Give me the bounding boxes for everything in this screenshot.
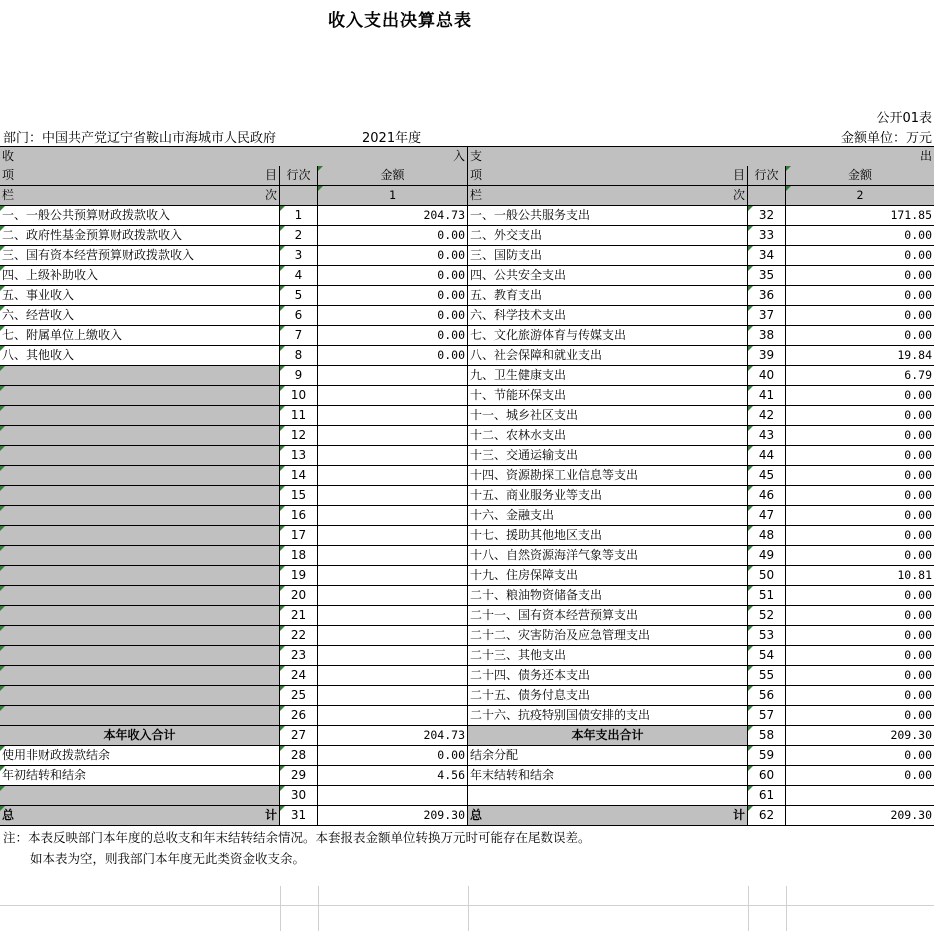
expense-item-name: 七、文化旅游体育与传媒支出 [468, 326, 748, 346]
income-amount [318, 786, 468, 806]
table-row [0, 626, 934, 646]
income-item-name: 六、经营收入 [0, 306, 280, 326]
table-row [0, 786, 934, 806]
expense-item-name: 八、社会保障和就业支出 [468, 346, 748, 366]
row-number: 7 [280, 326, 318, 346]
row-number: 45 [748, 466, 786, 486]
expense-item-name: 二十六、抗疫特别国债安排的支出 [468, 706, 748, 726]
row-number: 43 [748, 426, 786, 446]
income-item-name: 一、一般公共预算财政拨款收入 [0, 206, 280, 226]
expense-amount: 0.00 [786, 506, 934, 526]
income-header-right: 入 [452, 149, 465, 163]
income-amount: 204.73 [318, 206, 468, 226]
expense-item-name: 十八、自然资源海洋气象等支出 [468, 546, 748, 566]
table-row [0, 206, 934, 226]
row-number: 4 [280, 266, 318, 286]
income-item-name: 七、附属单位上缴收入 [0, 326, 280, 346]
expense-item-name: 五、教育支出 [468, 286, 748, 306]
expense-item-name: 二十一、国有资本经营预算支出 [468, 606, 748, 626]
table-row [0, 686, 934, 706]
grid-line [0, 905, 934, 906]
department-label: 部门：中国共产党辽宁省鞍山市海城市人民政府 [3, 131, 277, 146]
row-number: 17 [280, 526, 318, 546]
table-row [0, 486, 934, 506]
row-number: 57 [748, 706, 786, 726]
table-row [0, 566, 934, 586]
expense-amount: 0.00 [786, 286, 934, 306]
income-amount: 0.00 [318, 326, 468, 346]
expense-amount: 0.00 [786, 326, 934, 346]
income-item-name [0, 406, 280, 426]
expense-grand-amount: 209.30 [786, 806, 934, 826]
row-number: 8 [280, 346, 318, 366]
row-no-header: 行次 [280, 166, 318, 186]
table-row [0, 266, 934, 286]
expense-item-name: 一、一般公共服务支出 [468, 206, 748, 226]
income-amount [318, 506, 468, 526]
income-item-name: 五、事业收入 [0, 286, 280, 306]
income-header [0, 147, 468, 167]
expense-item-name: 二、外交支出 [468, 226, 748, 246]
income-amount [318, 706, 468, 726]
amount-header: 金额 [318, 166, 468, 186]
income-amount: 0.00 [318, 346, 468, 366]
row-number: 18 [280, 546, 318, 566]
table-row [0, 746, 934, 766]
row-number: 31 [280, 806, 318, 826]
table-row [0, 646, 934, 666]
income-amount [318, 406, 468, 426]
column-header-left: 栏 [2, 188, 15, 202]
expense-item-name: 结余分配 [468, 746, 748, 766]
row-number: 15 [280, 486, 318, 506]
income-item-name [0, 526, 280, 546]
column-header [0, 186, 280, 206]
expense-amount: 0.00 [786, 586, 934, 606]
income-total-amount: 204.73 [318, 726, 468, 746]
expense-item-name: 九、卫生健康支出 [468, 366, 748, 386]
item-header-left: 项 [2, 168, 15, 182]
column-header-left: 栏 [470, 188, 483, 202]
row-number: 30 [280, 786, 318, 806]
income-item-name: 四、上级补助收入 [0, 266, 280, 286]
expense-item-name: 十七、援助其他地区支出 [468, 526, 748, 546]
expense-item-name: 十六、金融支出 [468, 506, 748, 526]
table-row [0, 426, 934, 446]
expense-amount: 0.00 [786, 446, 934, 466]
totals-row [0, 726, 934, 746]
income-amount [318, 366, 468, 386]
income-amount [318, 646, 468, 666]
table-row [0, 306, 934, 326]
expense-amount: 0.00 [786, 386, 934, 406]
table-row [0, 546, 934, 566]
row-number: 41 [748, 386, 786, 406]
row-number: 28 [280, 746, 318, 766]
income-item-name [0, 586, 280, 606]
table-row [0, 466, 934, 486]
income-amount: 4.56 [318, 766, 468, 786]
row-number: 34 [748, 246, 786, 266]
expense-amount: 0.00 [786, 246, 934, 266]
income-item-name [0, 566, 280, 586]
income-item-name: 使用非财政拨款结余 [0, 746, 280, 766]
row-number: 42 [748, 406, 786, 426]
expense-amount: 0.00 [786, 626, 934, 646]
table-header-row [0, 186, 934, 206]
row-number: 20 [280, 586, 318, 606]
table-row [0, 706, 934, 726]
income-item-name [0, 386, 280, 406]
grid-line [318, 886, 319, 931]
row-number: 52 [748, 606, 786, 626]
row-number: 53 [748, 626, 786, 646]
income-amount [318, 566, 468, 586]
row-no-header-blank [748, 186, 786, 206]
income-grand-label [0, 806, 280, 826]
expense-amount: 0.00 [786, 746, 934, 766]
amount-header: 金额 [786, 166, 934, 186]
table-header-row [0, 146, 934, 167]
row-number: 46 [748, 486, 786, 506]
expense-amount: 0.00 [786, 306, 934, 326]
expense-item-name: 二十二、灾害防治及应急管理支出 [468, 626, 748, 646]
expense-amount: 10.81 [786, 566, 934, 586]
row-number: 35 [748, 266, 786, 286]
income-amount [318, 666, 468, 686]
grid-line [786, 886, 787, 931]
row-number: 48 [748, 526, 786, 546]
expense-total-label: 本年支出合计 [468, 726, 748, 746]
expense-item-name: 二十三、其他支出 [468, 646, 748, 666]
item-header-right: 目 [732, 168, 745, 182]
income-item-name [0, 426, 280, 446]
row-number: 29 [280, 766, 318, 786]
row-number: 49 [748, 546, 786, 566]
expense-item-name: 十五、商业服务业等支出 [468, 486, 748, 506]
income-header-left: 收 [2, 149, 15, 163]
income-amount: 0.00 [318, 246, 468, 266]
row-number: 61 [748, 786, 786, 806]
expense-header-left: 支 [470, 149, 483, 163]
income-amount [318, 626, 468, 646]
expense-amount: 0.00 [786, 526, 934, 546]
form-number: 公开01表 [876, 111, 932, 126]
grid-line [468, 886, 469, 931]
table-row [0, 286, 934, 306]
income-amount [318, 486, 468, 506]
table-row [0, 406, 934, 426]
grid-line [280, 886, 281, 931]
item-header-right: 目 [264, 168, 277, 182]
expense-item-name: 四、公共安全支出 [468, 266, 748, 286]
income-amount [318, 686, 468, 706]
row-number: 58 [748, 726, 786, 746]
row-number: 56 [748, 686, 786, 706]
row-number: 27 [280, 726, 318, 746]
row-no-header-blank [280, 186, 318, 206]
expense-header [468, 147, 934, 167]
income-item-name [0, 646, 280, 666]
row-number: 5 [280, 286, 318, 306]
row-number: 9 [280, 366, 318, 386]
income-item-name [0, 366, 280, 386]
row-number: 62 [748, 806, 786, 826]
table-row [0, 766, 934, 786]
income-item-name: 年初结转和结余 [0, 766, 280, 786]
expense-amount: 19.84 [786, 346, 934, 366]
page-title: 收入支出决算总表 [328, 11, 472, 31]
table-row [0, 606, 934, 626]
column-number: 1 [318, 186, 468, 206]
row-number: 39 [748, 346, 786, 366]
row-no-header: 行次 [748, 166, 786, 186]
row-number: 44 [748, 446, 786, 466]
row-number: 32 [748, 206, 786, 226]
row-number: 3 [280, 246, 318, 266]
income-amount: 0.00 [318, 306, 468, 326]
table-row [0, 246, 934, 266]
income-amount: 0.00 [318, 286, 468, 306]
row-number: 14 [280, 466, 318, 486]
footnote: 注：本表反映部门本年度的总收支和年末结转结余情况。本套报表金额单位转换万元时可能存在尾数误差。 [3, 830, 591, 845]
row-number: 50 [748, 566, 786, 586]
table-row [0, 346, 934, 366]
row-number: 47 [748, 506, 786, 526]
row-number: 26 [280, 706, 318, 726]
row-number: 38 [748, 326, 786, 346]
income-item-name: 二、政府性基金预算财政拨款收入 [0, 226, 280, 246]
column-number: 2 [786, 186, 934, 206]
expense-item-name: 三、国防支出 [468, 246, 748, 266]
row-number: 16 [280, 506, 318, 526]
income-amount [318, 446, 468, 466]
row-number: 24 [280, 666, 318, 686]
expense-item-name: 十九、住房保障支出 [468, 566, 748, 586]
table-row [0, 226, 934, 246]
income-amount: 0.00 [318, 746, 468, 766]
expense-amount: 0.00 [786, 606, 934, 626]
year-label: 2021年度 [362, 131, 422, 146]
income-amount [318, 586, 468, 606]
expense-amount [786, 786, 934, 806]
row-number: 2 [280, 226, 318, 246]
table-row [0, 526, 934, 546]
income-item-name [0, 786, 280, 806]
expense-amount: 6.79 [786, 366, 934, 386]
income-amount [318, 606, 468, 626]
table-header-row [0, 166, 934, 186]
table-row [0, 326, 934, 346]
table-row [0, 386, 934, 406]
row-number: 23 [280, 646, 318, 666]
expense-amount: 171.85 [786, 206, 934, 226]
column-header-right: 次 [264, 188, 277, 202]
income-amount [318, 546, 468, 566]
row-number: 54 [748, 646, 786, 666]
income-item-name [0, 486, 280, 506]
expense-total-amount: 209.30 [786, 726, 934, 746]
income-item-name: 三、国有资本经营预算财政拨款收入 [0, 246, 280, 266]
table-row [0, 586, 934, 606]
income-item-name [0, 466, 280, 486]
row-number: 33 [748, 226, 786, 246]
row-number: 40 [748, 366, 786, 386]
row-number: 1 [280, 206, 318, 226]
income-item-name [0, 666, 280, 686]
row-number: 22 [280, 626, 318, 646]
income-amount [318, 386, 468, 406]
expense-amount: 0.00 [786, 686, 934, 706]
row-number: 36 [748, 286, 786, 306]
expense-amount: 0.00 [786, 646, 934, 666]
expense-amount: 0.00 [786, 426, 934, 446]
row-number: 60 [748, 766, 786, 786]
row-number: 12 [280, 426, 318, 446]
expense-item-name: 十四、资源勘探工业信息等支出 [468, 466, 748, 486]
income-item-name [0, 626, 280, 646]
item-header [468, 166, 748, 186]
expense-item-name: 六、科学技术支出 [468, 306, 748, 326]
expense-amount: 0.00 [786, 546, 934, 566]
expense-item-name: 年末结转和结余 [468, 766, 748, 786]
footnote: 如本表为空，则我部门本年度无此类资金收支余。 [30, 851, 306, 866]
grid-line [748, 886, 749, 931]
expense-item-name: 二十五、债务付息支出 [468, 686, 748, 706]
income-item-name [0, 606, 280, 626]
income-item-name [0, 546, 280, 566]
income-total-label: 本年收入合计 [0, 726, 280, 746]
expense-item-name: 十、节能环保支出 [468, 386, 748, 406]
row-number: 59 [748, 746, 786, 766]
expense-item-name: 十二、农林水支出 [468, 426, 748, 446]
table-row [0, 446, 934, 466]
expense-item-name: 二十、粮油物资储备支出 [468, 586, 748, 606]
row-number: 10 [280, 386, 318, 406]
expense-grand-label [468, 806, 748, 826]
expense-item-name: 二十四、债务还本支出 [468, 666, 748, 686]
grand-label-right: 计 [732, 808, 745, 822]
table-row [0, 666, 934, 686]
income-item-name: 八、其他收入 [0, 346, 280, 366]
item-header [0, 166, 280, 186]
income-item-name [0, 446, 280, 466]
income-amount: 0.00 [318, 226, 468, 246]
row-number: 19 [280, 566, 318, 586]
column-header [468, 186, 748, 206]
expense-item-name: 十一、城乡社区支出 [468, 406, 748, 426]
table-row [0, 506, 934, 526]
table-row [0, 366, 934, 386]
income-amount [318, 466, 468, 486]
expense-amount: 0.00 [786, 706, 934, 726]
income-grand-amount: 209.30 [318, 806, 468, 826]
income-amount: 0.00 [318, 266, 468, 286]
expense-amount: 0.00 [786, 226, 934, 246]
row-number: 51 [748, 586, 786, 606]
expense-item-name: 十三、交通运输支出 [468, 446, 748, 466]
row-number: 21 [280, 606, 318, 626]
income-item-name [0, 706, 280, 726]
grand-label-left: 总 [470, 808, 483, 822]
grand-total-row [0, 806, 934, 826]
unit-label: 金额单位：万元 [840, 131, 932, 146]
item-header-left: 项 [470, 168, 483, 182]
expense-amount: 0.00 [786, 406, 934, 426]
row-number: 11 [280, 406, 318, 426]
column-header-right: 次 [732, 188, 745, 202]
income-amount [318, 526, 468, 546]
grand-label-right: 计 [264, 808, 277, 822]
expense-amount: 0.00 [786, 766, 934, 786]
expense-amount: 0.00 [786, 266, 934, 286]
row-number: 55 [748, 666, 786, 686]
income-item-name [0, 686, 280, 706]
row-number: 37 [748, 306, 786, 326]
expense-amount: 0.00 [786, 466, 934, 486]
expense-item-name [468, 786, 748, 806]
row-number: 13 [280, 446, 318, 466]
expense-amount: 0.00 [786, 486, 934, 506]
expense-amount: 0.00 [786, 666, 934, 686]
row-number: 6 [280, 306, 318, 326]
expense-header-right: 出 [919, 149, 932, 163]
grand-label-left: 总 [2, 808, 15, 822]
row-number: 25 [280, 686, 318, 706]
income-amount [318, 426, 468, 446]
income-item-name [0, 506, 280, 526]
